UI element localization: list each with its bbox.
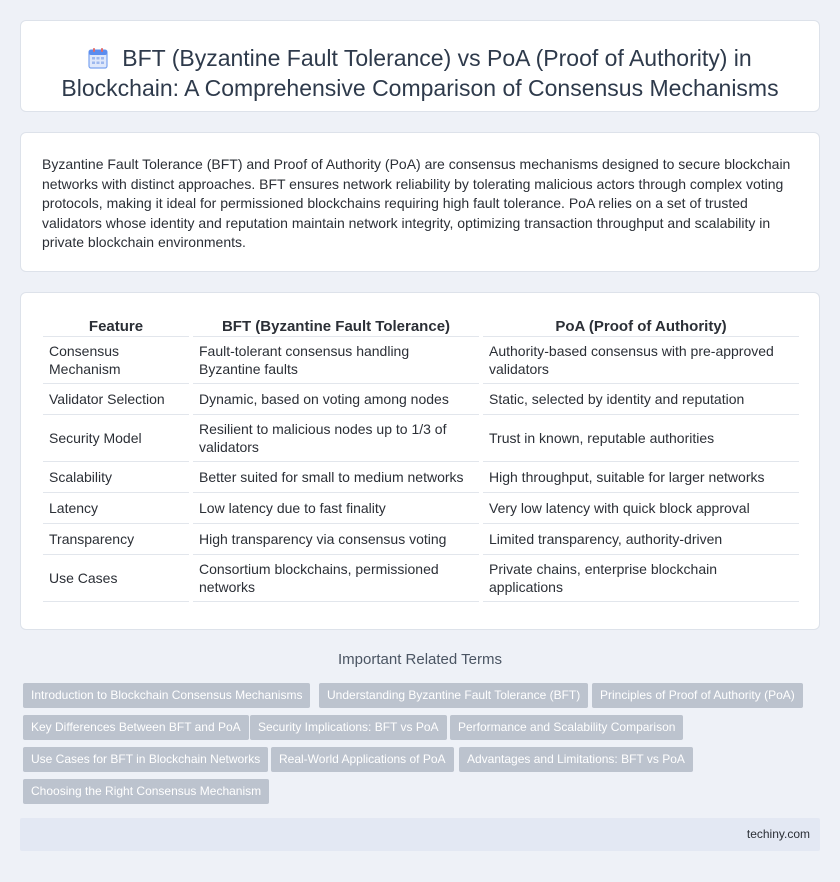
related-term-tag[interactable]: Performance and Scalability Comparison xyxy=(450,715,683,740)
table-row xyxy=(43,493,799,524)
intro-card xyxy=(20,132,820,272)
feature-cell: Transparency xyxy=(43,524,189,555)
feature-cell: Security Model xyxy=(43,415,189,462)
related-term-tag[interactable]: Understanding Byzantine Fault Tolerance (BFT) xyxy=(319,683,588,708)
feature-cell: Use Cases xyxy=(43,555,189,602)
bft-cell: Dynamic, based on voting among nodes xyxy=(193,384,479,415)
bft-cell: Consortium blockchains, permissioned networks xyxy=(193,555,479,602)
related-term-tag[interactable]: Principles of Proof of Authority (PoA) xyxy=(592,683,803,708)
column-header-feature: Feature xyxy=(43,313,189,337)
related-term-tag[interactable]: Security Implications: BFT vs PoA xyxy=(250,715,447,740)
bft-cell: Resilient to malicious nodes up to 1/3 of validators xyxy=(193,415,479,462)
column-header-poa: PoA (Proof of Authority) xyxy=(483,313,799,337)
intro-paragraph: Byzantine Fault Tolerance (BFT) and Proof of Authority (PoA) are consensus mechanisms designed to secure blockchain networks with distinct approaches. BFT ensures network reliability by tolerating malicious actors through complex voting protocols, making it ideal for permissioned blockchains requiring high fault tolerance. PoA relies on a set of trusted validators whose identity and reputation maintain network integrity, optimizing transaction throughput and scalability in private blockchain environments. xyxy=(42,156,791,250)
poa-cell: Private chains, enterprise blockchain applications xyxy=(483,555,799,602)
site-name[interactable]: techiny.com xyxy=(746,827,810,841)
related-term-tag[interactable]: Introduction to Blockchain Consensus Mechanisms xyxy=(23,683,310,708)
page-title xyxy=(51,43,789,103)
bft-cell: Fault-tolerant consensus handling Byzantine faults xyxy=(193,337,479,384)
table-row xyxy=(43,384,799,415)
related-term-tag[interactable]: Advantages and Limitations: BFT vs PoA xyxy=(459,747,693,772)
related-term-tag[interactable]: Use Cases for BFT in Blockchain Networks xyxy=(23,747,268,772)
bft-cell: Better suited for small to medium networks xyxy=(193,462,479,493)
feature-cell: Consensus Mechanism xyxy=(43,337,189,384)
calendar-icon xyxy=(88,46,108,68)
title-card xyxy=(20,20,820,112)
table-row xyxy=(43,462,799,493)
feature-cell: Latency xyxy=(43,493,189,524)
related-term-tag[interactable]: Key Differences Between BFT and PoA xyxy=(23,715,249,740)
poa-cell: Static, selected by identity and reputation xyxy=(483,384,799,415)
table-row xyxy=(43,524,799,555)
related-term-tag[interactable]: Real-World Applications of PoA xyxy=(271,747,454,772)
poa-cell: Authority-based consensus with pre-approved validators xyxy=(483,337,799,384)
column-header-bft: BFT (Byzantine Fault Tolerance) xyxy=(193,313,479,337)
table-header-row xyxy=(43,313,799,337)
comparison-table xyxy=(43,313,799,602)
table-row xyxy=(43,337,799,384)
bft-cell: Low latency due to fast finality xyxy=(193,493,479,524)
page-title-text: BFT (Byzantine Fault Tolerance) vs PoA (Proof of Authority) in Blockchain: A Comprehensive Comparison of Consensus Mechanisms xyxy=(61,45,779,101)
feature-cell: Scalability xyxy=(43,462,189,493)
related-term-tag[interactable]: Choosing the Right Consensus Mechanism xyxy=(23,779,269,804)
footer xyxy=(20,818,820,851)
poa-cell: Limited transparency, authority-driven xyxy=(483,524,799,555)
comparison-card xyxy=(20,292,820,630)
poa-cell: Trust in known, reputable authorities xyxy=(483,415,799,462)
related-terms-heading: Important Related Terms xyxy=(338,651,502,668)
poa-cell: High throughput, suitable for larger networks xyxy=(483,462,799,493)
table-row xyxy=(43,555,799,602)
bft-cell: High transparency via consensus voting xyxy=(193,524,479,555)
poa-cell: Very low latency with quick block approval xyxy=(483,493,799,524)
table-row xyxy=(43,415,799,462)
feature-cell: Validator Selection xyxy=(43,384,189,415)
